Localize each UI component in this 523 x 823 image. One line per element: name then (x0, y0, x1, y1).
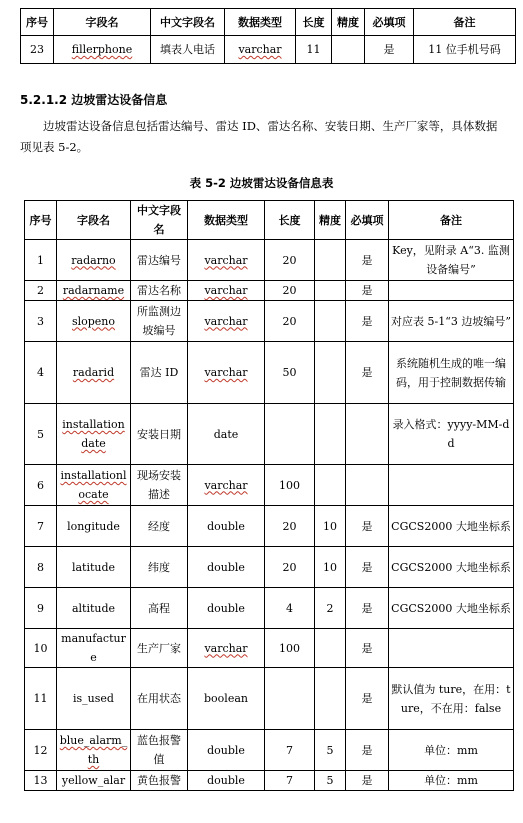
cell-cn: 黄色报警 (131, 771, 188, 791)
cell-len: 4 (265, 588, 315, 629)
cell-prec (315, 281, 346, 301)
cell-no: 6 (25, 465, 57, 506)
table-row (25, 730, 514, 771)
header-len: 长度 (265, 201, 315, 240)
cell-prec (315, 465, 346, 506)
table-row (25, 547, 514, 588)
header-prec: 精度 (315, 201, 346, 240)
field-name: radarname (62, 284, 125, 297)
cell-cn: 雷达编号 (131, 240, 188, 281)
type-name: varchar (204, 366, 248, 379)
section-heading: 5.2.1.2 边坡雷达设备信息 (20, 93, 168, 107)
header-no: 序号 (25, 201, 57, 240)
cell-field (57, 465, 131, 506)
cell-prec (315, 668, 346, 730)
cell-len: 50 (265, 342, 315, 404)
cell-note: 默认值为 ture，在用：ture，不在用：false (389, 668, 514, 730)
cell-req: 是 (346, 629, 389, 668)
cell-note: 对应表 5-1“3 边坡编号” (389, 301, 514, 342)
cell-type: date (188, 404, 265, 465)
cell-field (57, 240, 131, 281)
cell-type (188, 240, 265, 281)
cell-no: 5 (25, 404, 57, 465)
cell-no: 4 (25, 342, 57, 404)
cell-req: 是 (346, 730, 389, 771)
cell-no: 10 (25, 629, 57, 668)
cell-cn: 雷达名称 (131, 281, 188, 301)
table-row (25, 588, 514, 629)
cell-len: 20 (265, 281, 315, 301)
field-name: blue_alarm_th (59, 734, 128, 766)
section-paragraph: 边坡雷达设备信息包括雷达编号、雷达 ID、雷达名称、安装日期、生产厂家等，具体数据项见表 5-2。 (20, 119, 498, 154)
cell-req: 是 (346, 771, 389, 791)
cell-len: 11 (296, 36, 332, 64)
cell-field (57, 342, 131, 404)
cell-note: Key，见附录 A“3. 监测设备编号” (389, 240, 514, 281)
table-row (25, 668, 514, 730)
table-row (25, 404, 514, 465)
cell-type (188, 301, 265, 342)
table-row (25, 301, 514, 342)
cell-type (225, 36, 296, 64)
cell-len: 7 (265, 730, 315, 771)
cell-req: 是 (365, 36, 414, 64)
table-row (25, 506, 514, 547)
cell-req: 是 (346, 342, 389, 404)
cell-req (346, 404, 389, 465)
cell-type: double (188, 730, 265, 771)
top-table (20, 8, 516, 64)
header-note: 备注 (414, 9, 516, 36)
cell-field: yellow_alar (57, 771, 131, 791)
cell-note: 系统随机生成的唯一编码，用于控制数据传输 (389, 342, 514, 404)
table-row (25, 281, 514, 301)
cell-type: boolean (188, 668, 265, 730)
cell-no: 9 (25, 588, 57, 629)
cell-note: CGCS2000 大地坐标系 (389, 547, 514, 588)
cell-prec: 10 (315, 547, 346, 588)
main-table-header-row (25, 201, 514, 240)
cell-field: is_used (57, 668, 131, 730)
cell-note: 单位：mm (389, 730, 514, 771)
table-row (21, 36, 516, 64)
type-name: varchar (204, 641, 248, 655)
table-caption: 表 5-2 边坡雷达设备信息表 (189, 176, 334, 190)
type-name: varchar (204, 284, 248, 297)
cell-req: 是 (346, 547, 389, 588)
cell-cn: 填表人电话 (151, 36, 225, 64)
cell-prec (315, 342, 346, 404)
table-row (25, 240, 514, 281)
header-prec: 精度 (332, 9, 365, 36)
cell-prec: 5 (315, 771, 346, 791)
cell-no: 11 (25, 668, 57, 730)
type-name: varchar (204, 314, 248, 328)
cell-note (389, 465, 514, 506)
cell-prec (315, 240, 346, 281)
cell-req: 是 (346, 301, 389, 342)
cell-no: 7 (25, 506, 57, 547)
cell-note: 单位：mm (389, 771, 514, 791)
header-cn: 中文字段名 (151, 9, 225, 36)
cell-note: CGCS2000 大地坐标系 (389, 506, 514, 547)
cell-note (389, 629, 514, 668)
cell-field: longitude (57, 506, 131, 547)
cell-no: 12 (25, 730, 57, 771)
cell-len (265, 404, 315, 465)
cell-no: 23 (21, 36, 54, 64)
cell-cn: 现场安装描述 (131, 465, 188, 506)
cell-req: 是 (346, 588, 389, 629)
cell-field (57, 301, 131, 342)
field-name: installationlocate (60, 469, 127, 501)
cell-field: latitude (57, 547, 131, 588)
header-cn: 中文字段名 (131, 201, 188, 240)
cell-req (346, 465, 389, 506)
cell-req: 是 (346, 506, 389, 547)
header-req: 必填项 (365, 9, 414, 36)
cell-type (188, 465, 265, 506)
type-name: varchar (204, 478, 248, 492)
cell-note: CGCS2000 大地坐标系 (389, 588, 514, 629)
cell-cn: 在用状态 (131, 668, 188, 730)
cell-field: manufacture (57, 629, 131, 668)
table-row (25, 629, 514, 668)
field-name: slopeno (71, 314, 116, 328)
cell-cn: 高程 (131, 588, 188, 629)
cell-cn: 生产厂家 (131, 629, 188, 668)
table-row (25, 465, 514, 506)
cell-no: 8 (25, 547, 57, 588)
cell-cn: 经度 (131, 506, 188, 547)
cell-no: 1 (25, 240, 57, 281)
cell-note: 录入格式：yyyy-MM-dd (389, 404, 514, 465)
table-row (25, 342, 514, 404)
cell-prec (315, 301, 346, 342)
cell-prec: 2 (315, 588, 346, 629)
cell-len: 100 (265, 465, 315, 506)
table-row (25, 771, 514, 791)
type-name: varchar (204, 253, 248, 267)
header-field: 字段名 (57, 201, 131, 240)
cell-type (188, 281, 265, 301)
cell-len: 20 (265, 506, 315, 547)
cell-cn: 所监测边坡编号 (131, 301, 188, 342)
cell-cn: 蓝色报警值 (131, 730, 188, 771)
type-name: varchar (238, 43, 282, 56)
cell-prec (315, 404, 346, 465)
cell-cn: 纬度 (131, 547, 188, 588)
cell-field (57, 404, 131, 465)
cell-prec (315, 629, 346, 668)
cell-prec (332, 36, 365, 64)
field-name: installationdate (62, 418, 125, 450)
cell-req: 是 (346, 281, 389, 301)
cell-type: double (188, 588, 265, 629)
cell-prec: 5 (315, 730, 346, 771)
cell-len: 20 (265, 547, 315, 588)
cell-prec: 10 (315, 506, 346, 547)
cell-field (54, 36, 151, 64)
cell-len: 20 (265, 301, 315, 342)
cell-type (188, 629, 265, 668)
cell-len (265, 668, 315, 730)
cell-field (57, 281, 131, 301)
header-len: 长度 (296, 9, 332, 36)
main-table (24, 200, 514, 791)
field-name: radarid (72, 366, 115, 379)
top-table-header-row (21, 9, 516, 36)
cell-field: altitude (57, 588, 131, 629)
cell-req: 是 (346, 668, 389, 730)
cell-type (188, 342, 265, 404)
header-type: 数据类型 (188, 201, 265, 240)
cell-no: 13 (25, 771, 57, 791)
header-type: 数据类型 (225, 9, 296, 36)
cell-type: double (188, 506, 265, 547)
field-name: fillerphone (71, 43, 133, 56)
header-req: 必填项 (346, 201, 389, 240)
header-field: 字段名 (54, 9, 151, 36)
cell-note (389, 281, 514, 301)
cell-field (57, 730, 131, 771)
cell-no: 2 (25, 281, 57, 301)
cell-note: 11 位手机号码 (414, 36, 516, 64)
cell-req: 是 (346, 240, 389, 281)
cell-type: double (188, 547, 265, 588)
cell-cn: 雷达 ID (131, 342, 188, 404)
cell-len: 100 (265, 629, 315, 668)
cell-type: double (188, 771, 265, 791)
cell-len: 20 (265, 240, 315, 281)
cell-no: 3 (25, 301, 57, 342)
header-no: 序号 (21, 9, 54, 36)
header-note: 备注 (389, 201, 514, 240)
cell-len: 7 (265, 771, 315, 791)
cell-cn: 安装日期 (131, 404, 188, 465)
field-name: radarno (71, 253, 116, 267)
